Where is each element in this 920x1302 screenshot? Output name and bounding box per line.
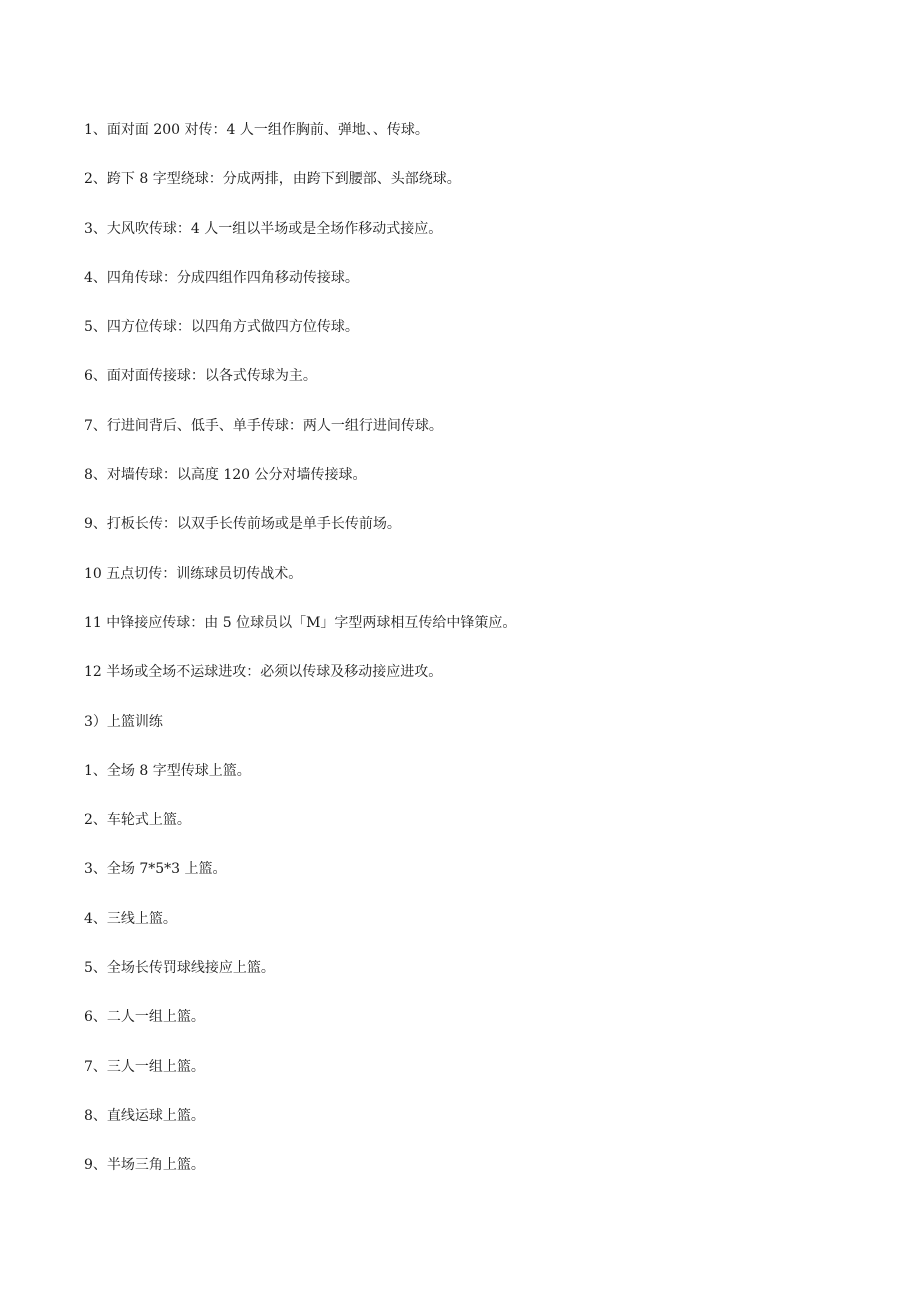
- text-line-layup-2: 2、车轮式上篮。: [84, 812, 191, 829]
- text-line-passing-9: 9、打板长传：以双手长传前场或是单手长传前场。: [84, 516, 401, 533]
- text-line-layup-8: 8、直线运球上篮。: [84, 1107, 205, 1124]
- text-line-layup-5: 5、全场长传罚球线接应上篮。: [84, 960, 275, 977]
- text-line-passing-3: 3、大风吹传球：4 人一组以半场或是全场作移动式接应。: [84, 220, 443, 237]
- text-line-layup-4: 4、三线上篮。: [84, 910, 177, 927]
- text-line-passing-10: 10 五点切传：训练球员切传战术。: [84, 565, 303, 582]
- text-line-passing-7: 7、行进间背后、低手、单手传球：两人一组行进间传球。: [84, 417, 443, 434]
- text-line-layup-6: 6、二人一组上篮。: [84, 1009, 205, 1026]
- text-line-layup-7: 7、三人一组上篮。: [84, 1058, 205, 1075]
- document-body: [84, 116, 844, 1201]
- section-heading-layup-training: 3）上篮训练: [84, 713, 163, 730]
- text-line-passing-12: 12 半场或全场不运球进攻：必须以传球及移动接应进攻。: [84, 664, 443, 681]
- text-line-passing-11: 11 中锋接应传球：由 5 位球员以「M」字型两球相互传给中锋策应。: [84, 614, 517, 631]
- text-line-passing-6: 6、面对面传接球：以各式传球为主。: [84, 368, 317, 385]
- text-line-passing-5: 5、四方位传球：以四角方式做四方位传球。: [84, 319, 359, 336]
- text-line-passing-4: 4、四角传球：分成四组作四角移动传接球。: [84, 269, 359, 286]
- text-line-passing-2: 2、跨下 8 字型绕球：分成两排，由跨下到腰部、头部绕球。: [84, 171, 461, 188]
- text-line-passing-1: 1、面对面 200 对传：4 人一组作胸前、弹地、、传球。: [84, 122, 429, 138]
- text-line-layup-9: 9、半场三角上篮。: [84, 1157, 205, 1174]
- text-line-layup-1: 1、全场 8 字型传球上篮。: [84, 762, 251, 779]
- text-line-layup-3: 3、全场 7*5*3 上篮。: [84, 861, 227, 878]
- text-line-passing-8: 8、对墙传球：以高度 120 公分对墙传接球。: [84, 467, 367, 484]
